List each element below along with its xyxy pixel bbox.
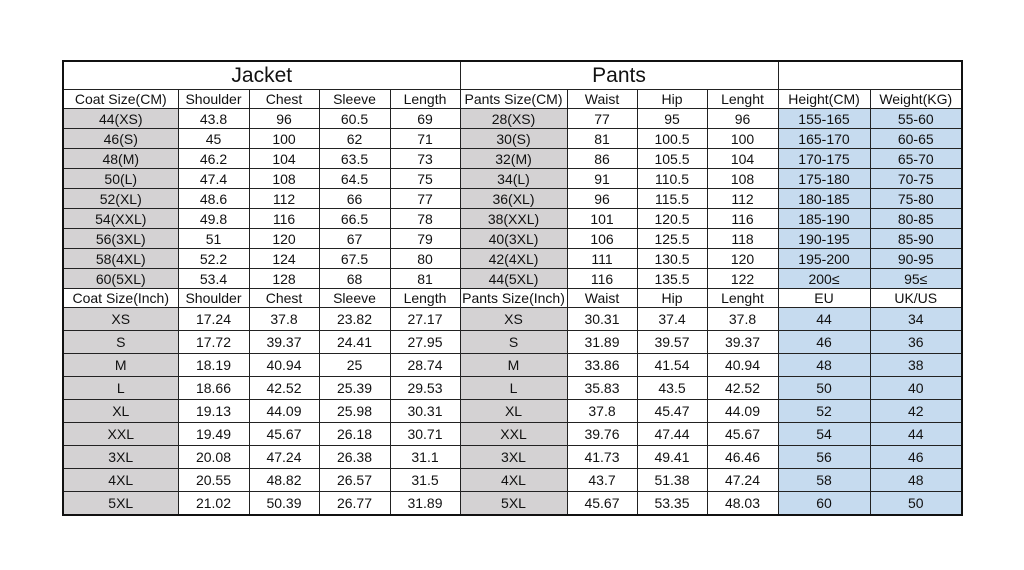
cm-header-waist: Waist bbox=[567, 90, 637, 109]
cm-table-row bbox=[63, 209, 962, 229]
cm-cell-chest: 128 bbox=[249, 269, 319, 289]
cm-cell-pants-size: 32(M) bbox=[460, 149, 567, 169]
cm-table-row bbox=[63, 109, 962, 129]
inch-cell-fit-a: 56 bbox=[778, 446, 870, 469]
inch-cell-coat-size: XXL bbox=[63, 423, 178, 446]
cm-cell-length: 81 bbox=[390, 269, 460, 289]
cm-header-fit-b: Weight(KG) bbox=[870, 90, 962, 109]
inch-table-row bbox=[63, 446, 962, 469]
cm-cell-length: 79 bbox=[390, 229, 460, 249]
inch-cell-pants-size: XXL bbox=[460, 423, 567, 446]
inch-header-lenght: Lenght bbox=[707, 289, 778, 308]
inch-cell-fit-b: 34 bbox=[870, 308, 962, 331]
cm-cell-fit-a: 185-190 bbox=[778, 209, 870, 229]
inch-cell-fit-a: 44 bbox=[778, 308, 870, 331]
inch-cell-fit-b: 42 bbox=[870, 400, 962, 423]
cm-cell-hip: 100.5 bbox=[637, 129, 707, 149]
inch-cell-pants-size: L bbox=[460, 377, 567, 400]
inch-cell-coat-size: S bbox=[63, 331, 178, 354]
inch-cell-hip: 47.44 bbox=[637, 423, 707, 446]
cm-cell-sleeve: 60.5 bbox=[319, 109, 390, 129]
cm-cell-chest: 108 bbox=[249, 169, 319, 189]
cm-cell-hip: 95 bbox=[637, 109, 707, 129]
inch-header-length: Length bbox=[390, 289, 460, 308]
inch-cell-waist: 30.31 bbox=[567, 308, 637, 331]
cm-cell-waist: 111 bbox=[567, 249, 637, 269]
inch-cell-pants-size: S bbox=[460, 331, 567, 354]
inch-cell-fit-b: 44 bbox=[870, 423, 962, 446]
inch-cell-length: 31.5 bbox=[390, 469, 460, 492]
cm-cell-sleeve: 67 bbox=[319, 229, 390, 249]
inch-cell-waist: 33.86 bbox=[567, 354, 637, 377]
cm-cell-length: 75 bbox=[390, 169, 460, 189]
cm-cell-lenght: 120 bbox=[707, 249, 778, 269]
inch-cell-pants-size: XL bbox=[460, 400, 567, 423]
cm-cell-pants-size: 34(L) bbox=[460, 169, 567, 189]
cm-table-row bbox=[63, 249, 962, 269]
cm-cell-waist: 81 bbox=[567, 129, 637, 149]
cm-header-length: Length bbox=[390, 90, 460, 109]
inch-cell-sleeve: 25.39 bbox=[319, 377, 390, 400]
inch-cell-coat-size: XL bbox=[63, 400, 178, 423]
inch-header-hip: Hip bbox=[637, 289, 707, 308]
cm-cell-lenght: 122 bbox=[707, 269, 778, 289]
inch-cell-waist: 43.7 bbox=[567, 469, 637, 492]
size-chart-table bbox=[62, 60, 963, 516]
cm-cell-lenght: 112 bbox=[707, 189, 778, 209]
inch-cell-chest: 47.24 bbox=[249, 446, 319, 469]
cm-cell-fit-a: 195-200 bbox=[778, 249, 870, 269]
cm-cell-waist: 106 bbox=[567, 229, 637, 249]
cm-cell-shoulder: 51 bbox=[178, 229, 249, 249]
cm-cell-sleeve: 66 bbox=[319, 189, 390, 209]
inch-cell-lenght: 40.94 bbox=[707, 354, 778, 377]
inch-cell-sleeve: 26.38 bbox=[319, 446, 390, 469]
inch-cell-length: 31.1 bbox=[390, 446, 460, 469]
inch-cell-sleeve: 23.82 bbox=[319, 308, 390, 331]
cm-cell-waist: 91 bbox=[567, 169, 637, 189]
inch-table-row bbox=[63, 400, 962, 423]
inch-cell-waist: 35.83 bbox=[567, 377, 637, 400]
cm-cell-waist: 96 bbox=[567, 189, 637, 209]
inch-cell-pants-size: 4XL bbox=[460, 469, 567, 492]
cm-cell-pants-size: 44(5XL) bbox=[460, 269, 567, 289]
inch-cell-waist: 37.8 bbox=[567, 400, 637, 423]
cm-cell-chest: 124 bbox=[249, 249, 319, 269]
cm-cell-fit-b: 75-80 bbox=[870, 189, 962, 209]
inch-table-row bbox=[63, 331, 962, 354]
cm-header-pants-size: Pants Size(CM) bbox=[460, 90, 567, 109]
inch-cell-pants-size: 3XL bbox=[460, 446, 567, 469]
inch-header-waist: Waist bbox=[567, 289, 637, 308]
cm-cell-hip: 110.5 bbox=[637, 169, 707, 189]
inch-cell-chest: 44.09 bbox=[249, 400, 319, 423]
inch-cell-shoulder: 19.49 bbox=[178, 423, 249, 446]
inch-cell-chest: 39.37 bbox=[249, 331, 319, 354]
inch-cell-lenght: 46.46 bbox=[707, 446, 778, 469]
fit-section-title bbox=[778, 61, 962, 90]
inch-cell-waist: 45.67 bbox=[567, 492, 637, 516]
inch-cell-fit-b: 50 bbox=[870, 492, 962, 516]
cm-cell-hip: 120.5 bbox=[637, 209, 707, 229]
cm-cell-shoulder: 46.2 bbox=[178, 149, 249, 169]
inch-table-row bbox=[63, 492, 962, 516]
cm-cell-lenght: 104 bbox=[707, 149, 778, 169]
cm-cell-fit-a: 165-170 bbox=[778, 129, 870, 149]
inch-cell-shoulder: 18.66 bbox=[178, 377, 249, 400]
inch-cell-shoulder: 18.19 bbox=[178, 354, 249, 377]
cm-table-row bbox=[63, 169, 962, 189]
cm-cell-fit-a: 180-185 bbox=[778, 189, 870, 209]
inch-cell-length: 29.53 bbox=[390, 377, 460, 400]
cm-cell-fit-b: 80-85 bbox=[870, 209, 962, 229]
cm-cell-fit-b: 85-90 bbox=[870, 229, 962, 249]
cm-cell-chest: 104 bbox=[249, 149, 319, 169]
cm-cell-fit-a: 190-195 bbox=[778, 229, 870, 249]
cm-cell-pants-size: 42(4XL) bbox=[460, 249, 567, 269]
inch-cell-pants-size: XS bbox=[460, 308, 567, 331]
cm-cell-sleeve: 68 bbox=[319, 269, 390, 289]
cm-cell-sleeve: 67.5 bbox=[319, 249, 390, 269]
inch-cell-shoulder: 21.02 bbox=[178, 492, 249, 516]
inch-cell-lenght: 37.8 bbox=[707, 308, 778, 331]
inch-cell-waist: 41.73 bbox=[567, 446, 637, 469]
inch-cell-fit-b: 46 bbox=[870, 446, 962, 469]
cm-cell-coat-size: 48(M) bbox=[63, 149, 178, 169]
cm-header-sleeve: Sleeve bbox=[319, 90, 390, 109]
inch-table-row bbox=[63, 377, 962, 400]
cm-cell-chest: 112 bbox=[249, 189, 319, 209]
cm-cell-coat-size: 56(3XL) bbox=[63, 229, 178, 249]
inch-cell-coat-size: 5XL bbox=[63, 492, 178, 516]
cm-cell-fit-a: 155-165 bbox=[778, 109, 870, 129]
inch-cell-fit-a: 48 bbox=[778, 354, 870, 377]
inch-cell-fit-b: 38 bbox=[870, 354, 962, 377]
inch-cell-sleeve: 26.57 bbox=[319, 469, 390, 492]
cm-header-row bbox=[63, 90, 962, 109]
cm-cell-coat-size: 44(XS) bbox=[63, 109, 178, 129]
inch-cell-sleeve: 25 bbox=[319, 354, 390, 377]
inch-cell-waist: 39.76 bbox=[567, 423, 637, 446]
inch-cell-coat-size: M bbox=[63, 354, 178, 377]
inch-header-fit-b: UK/US bbox=[870, 289, 962, 308]
cm-cell-hip: 125.5 bbox=[637, 229, 707, 249]
inch-cell-hip: 41.54 bbox=[637, 354, 707, 377]
inch-cell-lenght: 45.67 bbox=[707, 423, 778, 446]
inch-cell-lenght: 47.24 bbox=[707, 469, 778, 492]
cm-header-hip: Hip bbox=[637, 90, 707, 109]
inch-header-sleeve: Sleeve bbox=[319, 289, 390, 308]
inch-cell-lenght: 48.03 bbox=[707, 492, 778, 516]
cm-cell-length: 78 bbox=[390, 209, 460, 229]
inch-cell-chest: 45.67 bbox=[249, 423, 319, 446]
cm-cell-fit-b: 70-75 bbox=[870, 169, 962, 189]
inch-cell-shoulder: 17.72 bbox=[178, 331, 249, 354]
cm-cell-shoulder: 48.6 bbox=[178, 189, 249, 209]
inch-cell-lenght: 44.09 bbox=[707, 400, 778, 423]
cm-cell-fit-b: 55-60 bbox=[870, 109, 962, 129]
cm-cell-coat-size: 52(XL) bbox=[63, 189, 178, 209]
cm-cell-waist: 116 bbox=[567, 269, 637, 289]
inch-cell-sleeve: 26.18 bbox=[319, 423, 390, 446]
inch-cell-hip: 37.4 bbox=[637, 308, 707, 331]
cm-cell-pants-size: 38(XXL) bbox=[460, 209, 567, 229]
cm-cell-fit-a: 175-180 bbox=[778, 169, 870, 189]
inch-table-row bbox=[63, 423, 962, 446]
cm-cell-chest: 96 bbox=[249, 109, 319, 129]
cm-cell-chest: 116 bbox=[249, 209, 319, 229]
cm-cell-length: 69 bbox=[390, 109, 460, 129]
inch-cell-chest: 48.82 bbox=[249, 469, 319, 492]
inch-cell-hip: 53.35 bbox=[637, 492, 707, 516]
cm-table-row bbox=[63, 129, 962, 149]
inch-cell-fit-b: 48 bbox=[870, 469, 962, 492]
inch-cell-sleeve: 24.41 bbox=[319, 331, 390, 354]
inch-cell-hip: 51.38 bbox=[637, 469, 707, 492]
inch-cell-length: 28.74 bbox=[390, 354, 460, 377]
cm-table-row bbox=[63, 269, 962, 289]
inch-header-pants-size: Pants Size(Inch) bbox=[460, 289, 567, 308]
cm-cell-shoulder: 52.2 bbox=[178, 249, 249, 269]
cm-cell-length: 73 bbox=[390, 149, 460, 169]
cm-cell-chest: 100 bbox=[249, 129, 319, 149]
pants-section-title: Pants bbox=[460, 61, 778, 90]
cm-cell-coat-size: 50(L) bbox=[63, 169, 178, 189]
inch-cell-fit-a: 52 bbox=[778, 400, 870, 423]
cm-table-row bbox=[63, 229, 962, 249]
inch-cell-fit-b: 40 bbox=[870, 377, 962, 400]
cm-cell-length: 77 bbox=[390, 189, 460, 209]
inch-header-row bbox=[63, 289, 962, 308]
inch-cell-coat-size: XS bbox=[63, 308, 178, 331]
inch-cell-sleeve: 25.98 bbox=[319, 400, 390, 423]
inch-cell-coat-size: 4XL bbox=[63, 469, 178, 492]
cm-table-row bbox=[63, 189, 962, 209]
cm-header-chest: Chest bbox=[249, 90, 319, 109]
cm-cell-sleeve: 63.5 bbox=[319, 149, 390, 169]
inch-cell-fit-a: 54 bbox=[778, 423, 870, 446]
inch-cell-shoulder: 17.24 bbox=[178, 308, 249, 331]
cm-cell-coat-size: 60(5XL) bbox=[63, 269, 178, 289]
cm-cell-chest: 120 bbox=[249, 229, 319, 249]
inch-cell-hip: 39.57 bbox=[637, 331, 707, 354]
cm-cell-hip: 130.5 bbox=[637, 249, 707, 269]
inch-cell-shoulder: 20.55 bbox=[178, 469, 249, 492]
cm-cell-pants-size: 36(XL) bbox=[460, 189, 567, 209]
cm-table-row bbox=[63, 149, 962, 169]
inch-cell-fit-b: 36 bbox=[870, 331, 962, 354]
inch-cell-shoulder: 20.08 bbox=[178, 446, 249, 469]
cm-cell-fit-b: 90-95 bbox=[870, 249, 962, 269]
cm-cell-shoulder: 43.8 bbox=[178, 109, 249, 129]
cm-cell-hip: 105.5 bbox=[637, 149, 707, 169]
inch-cell-length: 30.71 bbox=[390, 423, 460, 446]
cm-cell-lenght: 100 bbox=[707, 129, 778, 149]
cm-cell-shoulder: 49.8 bbox=[178, 209, 249, 229]
cm-cell-coat-size: 46(S) bbox=[63, 129, 178, 149]
inch-cell-shoulder: 19.13 bbox=[178, 400, 249, 423]
inch-cell-length: 31.89 bbox=[390, 492, 460, 516]
cm-cell-sleeve: 62 bbox=[319, 129, 390, 149]
cm-cell-lenght: 108 bbox=[707, 169, 778, 189]
inch-table-row bbox=[63, 308, 962, 331]
cm-cell-fit-a: 170-175 bbox=[778, 149, 870, 169]
cm-header-coat-size: Coat Size(CM) bbox=[63, 90, 178, 109]
cm-cell-hip: 115.5 bbox=[637, 189, 707, 209]
inch-cell-length: 30.31 bbox=[390, 400, 460, 423]
cm-cell-pants-size: 28(XS) bbox=[460, 109, 567, 129]
inch-cell-lenght: 42.52 bbox=[707, 377, 778, 400]
cm-cell-shoulder: 45 bbox=[178, 129, 249, 149]
cm-cell-hip: 135.5 bbox=[637, 269, 707, 289]
cm-cell-length: 71 bbox=[390, 129, 460, 149]
inch-cell-length: 27.95 bbox=[390, 331, 460, 354]
cm-header-lenght: Lenght bbox=[707, 90, 778, 109]
inch-cell-chest: 37.8 bbox=[249, 308, 319, 331]
inch-cell-hip: 49.41 bbox=[637, 446, 707, 469]
inch-cell-hip: 45.47 bbox=[637, 400, 707, 423]
inch-cell-length: 27.17 bbox=[390, 308, 460, 331]
inch-cell-fit-a: 60 bbox=[778, 492, 870, 516]
inch-cell-chest: 42.52 bbox=[249, 377, 319, 400]
inch-cell-lenght: 39.37 bbox=[707, 331, 778, 354]
inch-cell-waist: 31.89 bbox=[567, 331, 637, 354]
cm-cell-lenght: 96 bbox=[707, 109, 778, 129]
inch-cell-hip: 43.5 bbox=[637, 377, 707, 400]
inch-cell-coat-size: 3XL bbox=[63, 446, 178, 469]
inch-cell-fit-a: 46 bbox=[778, 331, 870, 354]
section-header-row bbox=[63, 61, 962, 90]
cm-cell-shoulder: 47.4 bbox=[178, 169, 249, 189]
cm-header-shoulder: Shoulder bbox=[178, 90, 249, 109]
cm-cell-waist: 101 bbox=[567, 209, 637, 229]
cm-cell-shoulder: 53.4 bbox=[178, 269, 249, 289]
inch-header-coat-size: Coat Size(Inch) bbox=[63, 289, 178, 308]
inch-table-row bbox=[63, 469, 962, 492]
inch-table-row bbox=[63, 354, 962, 377]
inch-header-chest: Chest bbox=[249, 289, 319, 308]
cm-cell-fit-b: 95≤ bbox=[870, 269, 962, 289]
inch-header-shoulder: Shoulder bbox=[178, 289, 249, 308]
cm-cell-length: 80 bbox=[390, 249, 460, 269]
inch-cell-fit-a: 50 bbox=[778, 377, 870, 400]
cm-cell-pants-size: 30(S) bbox=[460, 129, 567, 149]
cm-cell-fit-a: 200≤ bbox=[778, 269, 870, 289]
cm-cell-sleeve: 66.5 bbox=[319, 209, 390, 229]
cm-header-fit-a: Height(CM) bbox=[778, 90, 870, 109]
inch-cell-chest: 50.39 bbox=[249, 492, 319, 516]
inch-cell-pants-size: M bbox=[460, 354, 567, 377]
inch-cell-pants-size: 5XL bbox=[460, 492, 567, 516]
cm-cell-coat-size: 58(4XL) bbox=[63, 249, 178, 269]
inch-cell-fit-a: 58 bbox=[778, 469, 870, 492]
jacket-section-title: Jacket bbox=[63, 61, 460, 90]
cm-cell-fit-b: 65-70 bbox=[870, 149, 962, 169]
cm-cell-sleeve: 64.5 bbox=[319, 169, 390, 189]
inch-cell-coat-size: L bbox=[63, 377, 178, 400]
cm-cell-fit-b: 60-65 bbox=[870, 129, 962, 149]
cm-cell-lenght: 118 bbox=[707, 229, 778, 249]
cm-cell-coat-size: 54(XXL) bbox=[63, 209, 178, 229]
inch-cell-chest: 40.94 bbox=[249, 354, 319, 377]
cm-cell-waist: 86 bbox=[567, 149, 637, 169]
inch-header-fit-a: EU bbox=[778, 289, 870, 308]
cm-cell-lenght: 116 bbox=[707, 209, 778, 229]
inch-cell-sleeve: 26.77 bbox=[319, 492, 390, 516]
cm-cell-pants-size: 40(3XL) bbox=[460, 229, 567, 249]
cm-cell-waist: 77 bbox=[567, 109, 637, 129]
